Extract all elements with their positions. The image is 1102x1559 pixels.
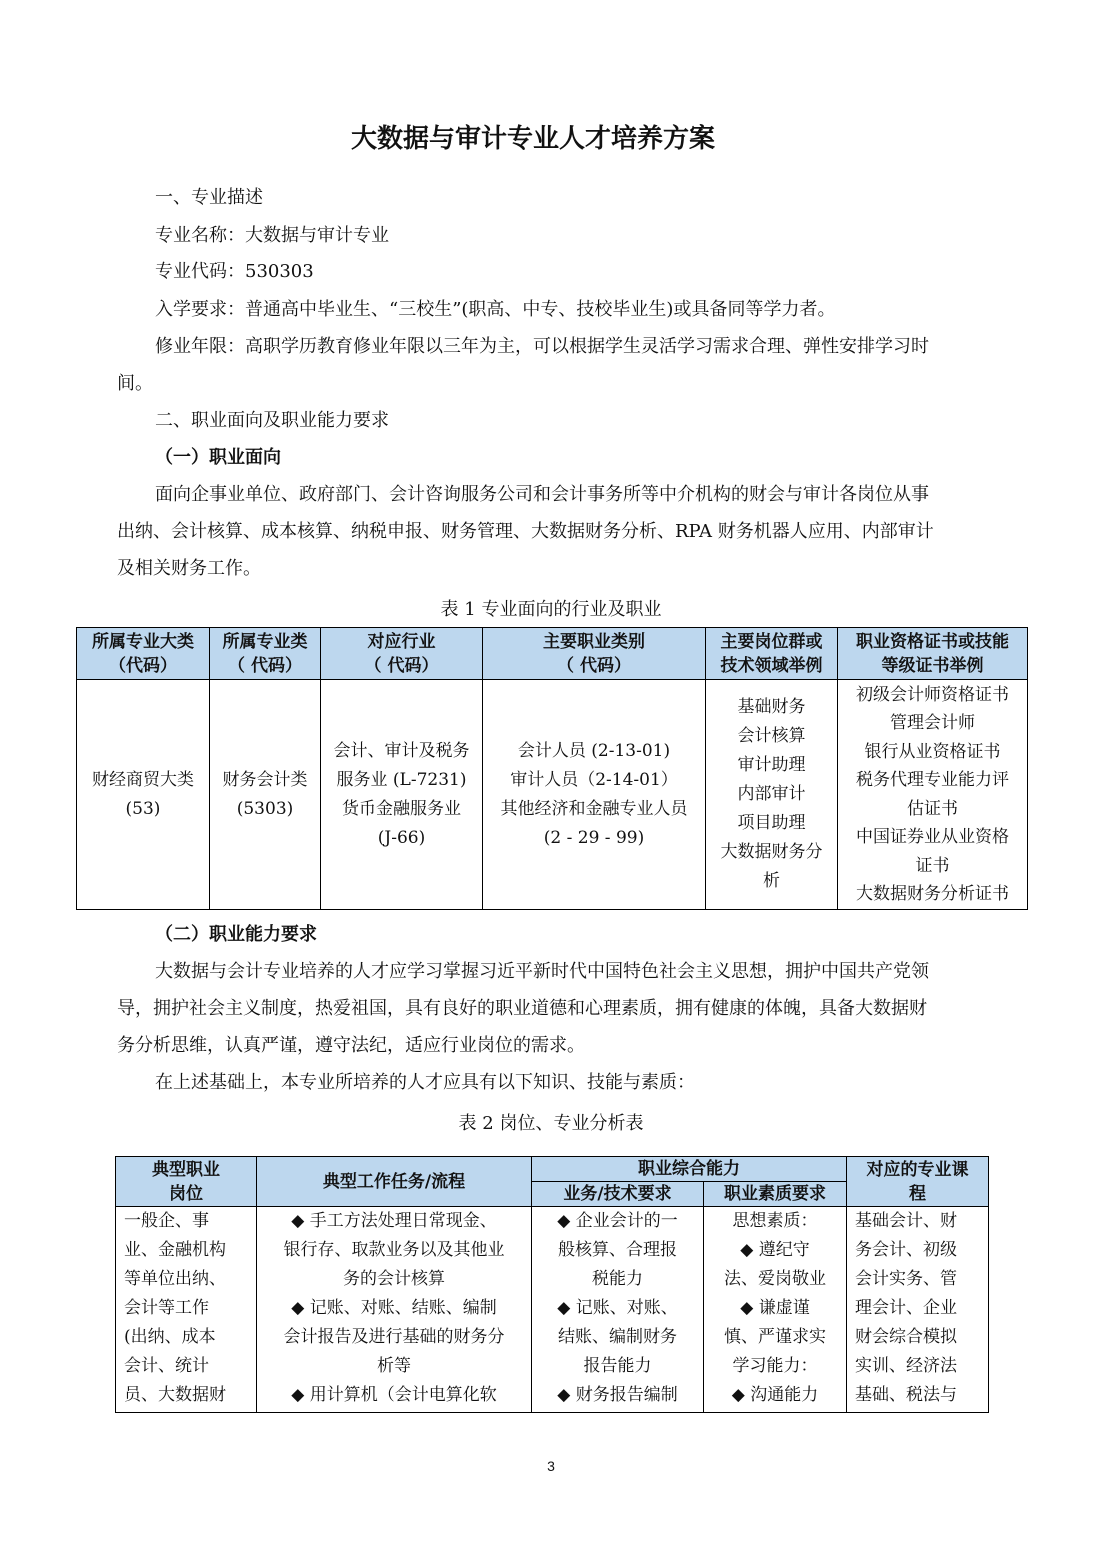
- table-2-header-business: 业务/技术要求: [532, 1182, 704, 1207]
- table-1-cell: 基础财务 会计核算 审计助理 内部审计 项目助理 大数据财务分 析: [706, 680, 838, 910]
- study-duration-line-2: 间。: [117, 373, 153, 394]
- table-2-cell-course: 基础会计、财 务会计、初级 会计实务、管 理会计、企业 财会综合模拟 实训、经济法 基础、税法与: [847, 1207, 989, 1413]
- table-1-header: 所属专业大类 （代码）: [77, 628, 210, 680]
- table-2: [115, 1156, 989, 1413]
- table-1: [76, 627, 1028, 910]
- paragraph-3: 在上述基础上，本专业所培养的人才应具有以下知识、技能与素质：: [155, 1072, 695, 1093]
- admission-requirement: 入学要求：普通高中毕业生、“三校生”(职高、中专、技校毕业生)或具备同等学力者。: [155, 299, 836, 320]
- paragraph-2-line-2: 导，拥护社会主义制度，热爱祖国，具有良好的职业道德和心理素质，拥有健康的体魄，具备大数据财: [117, 998, 927, 1019]
- subsection-heading-1: （一）职业面向: [155, 447, 281, 468]
- major-code: 专业代码：530303: [155, 261, 314, 282]
- table-1-cell: 初级会计师资格证书 管理会计师 银行从业资格证书 税务代理专业能力评 估证书 中国证券业从业资格 证书 大数据财务分析证书: [838, 680, 1028, 910]
- table-2-cell-business: ◆ 企业会计的一 般核算、合理报 税能力 ◆ 记账、对账、 结账、编制财务 报告能力 ◆ 财务报告编制: [532, 1207, 704, 1413]
- table-2-caption: 表 2 岗位、专业分析表: [458, 1113, 644, 1134]
- paragraph-2-line-1: 大数据与会计专业培养的人才应学习掌握习近平新时代中国特色社会主义思想，拥护中国共产党领: [155, 961, 929, 982]
- table-1-header: 对应行业 （ 代码）: [321, 628, 483, 680]
- major-name: 专业名称：大数据与审计专业: [155, 225, 389, 246]
- page-number: 3: [547, 1458, 555, 1474]
- table-1-header: 所属专业类 （ 代码）: [210, 628, 321, 680]
- table-1-header: 主要岗位群或 技术领域举例: [706, 628, 838, 680]
- section-heading-2: 二、职业面向及职业能力要求: [155, 410, 389, 431]
- paragraph-1-line-1: 面向企事业单位、政府部门、会计咨询服务公司和会计事务所等中介机构的财会与审计各岗位从事: [155, 484, 929, 505]
- table-1-cell: 财经商贸大类 (53): [77, 680, 210, 910]
- table-2-header-ability: 职业综合能力: [532, 1157, 847, 1182]
- paragraph-1-line-2: 出纳、会计核算、成本核算、纳税申报、财务管理、大数据财务分析、RPA 财务机器人应用、内部审计: [117, 521, 934, 542]
- table-1-cell: 会计人员 (2-13-01) 审计人员（2-14-01） 其他经济和金融专业人员 (2 - 29 - 99): [483, 680, 706, 910]
- page-title: 大数据与审计专业人才培养方案: [350, 124, 715, 154]
- table-1-header: 职业资格证书或技能 等级证书举例: [838, 628, 1028, 680]
- paragraph-1-line-3: 及相关财务工作。: [117, 558, 261, 579]
- table-1-cell: 会计、审计及税务 服务业 (L-7231) 货币金融服务业 (J-66): [321, 680, 483, 910]
- table-2-cell-job: 一般企、事 业、金融机构 等单位出纳、 会计等工作 (出纳、成本 会计、统计 员、大数据财: [116, 1207, 257, 1413]
- paragraph-2-line-3: 务分析思维，认真严谨，遵守法纪，适应行业岗位的需求。: [117, 1035, 585, 1056]
- table-2-header-course: 对应的专业课 程: [847, 1157, 989, 1207]
- table-2-header-job: 典型职业 岗位: [116, 1157, 257, 1207]
- section-heading-1: 一、专业描述: [155, 187, 263, 208]
- table-1-header: 主要职业类别 （ 代码）: [483, 628, 706, 680]
- study-duration-line-1: 修业年限：高职学历教育修业年限以三年为主，可以根据学生灵活学习需求合理、弹性安排学习时: [155, 336, 929, 357]
- table-2-cell-quality: 思想素质： ◆ 遵纪守 法、爱岗敬业 ◆ 谦虚谨 慎、严谨求实 学习能力： ◆ 沟通能力: [704, 1207, 847, 1413]
- table-1-caption: 表 1 专业面向的行业及职业: [440, 599, 662, 620]
- table-1-cell: 财务会计类 (5303): [210, 680, 321, 910]
- table-2-cell-task: ◆ 手工方法处理日常现金、 银行存、取款业务以及其他业 务的会计核算 ◆ 记账、对账、结账、编制 会计报告及进行基础的财务分 析等 ◆ 用计算机（会计电算化软: [257, 1207, 532, 1413]
- subsection-heading-2: （二）职业能力要求: [155, 924, 317, 945]
- table-2-header-quality: 职业素质要求: [704, 1182, 847, 1207]
- table-2-header-task: 典型工作任务/流程: [257, 1157, 532, 1207]
